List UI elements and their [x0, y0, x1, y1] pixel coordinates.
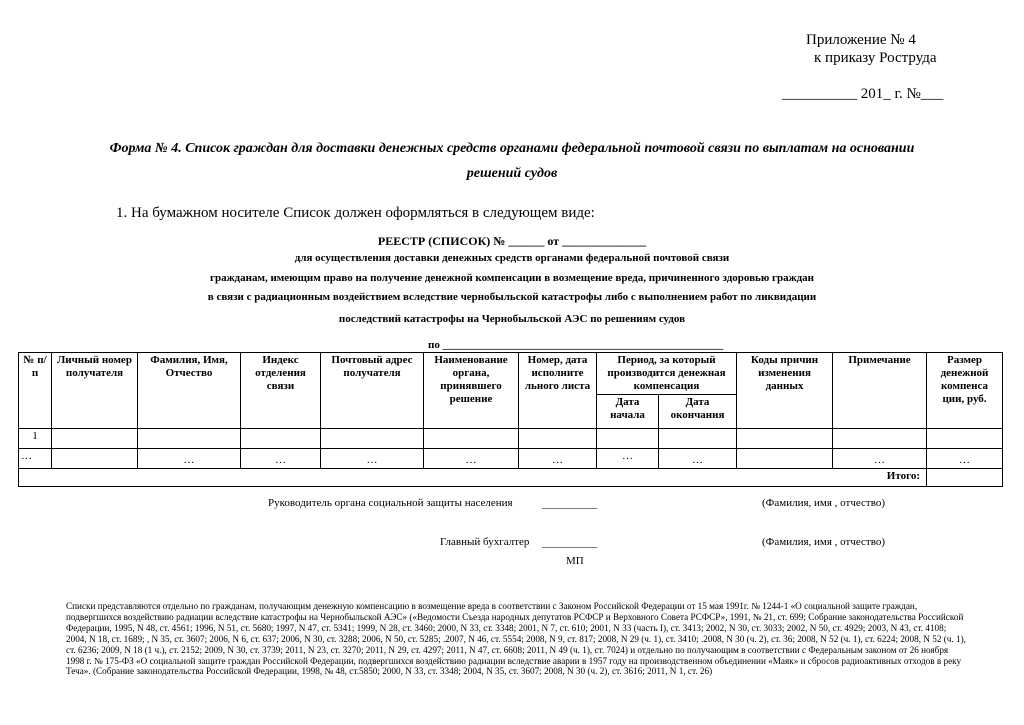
form-title-line2: решений судов — [466, 166, 558, 181]
head-signature-label: Руководитель органа социальной защиты населения — [268, 497, 513, 509]
table-total-row — [19, 469, 1003, 487]
table-cell — [138, 429, 241, 449]
total-label: Итого: — [19, 469, 927, 487]
table-cell — [833, 429, 927, 449]
accountant-name-hint: (Фамилия, имя , отчество) — [762, 536, 885, 548]
form-title-line1: Форма № 4. Список граждан для доставки денежных средств органами федеральной почтовой связи по выплатам на основании — [109, 141, 915, 156]
col-header-post-index: Индекс отделения связи — [241, 353, 321, 429]
appendix-label: Приложение № 4 — [806, 32, 916, 48]
col-header-full-name: Фамилия, Имя, Отчество — [138, 353, 241, 429]
table-row — [19, 449, 1003, 469]
register-po-line: по ___________________________________________________ — [428, 339, 724, 351]
register-title: РЕЕСТР (СПИСОК) № ______ от ______________ — [377, 234, 647, 248]
head-name-hint: (Фамилия, имя , отчество) — [762, 497, 885, 509]
row-ellipsis: … — [321, 449, 424, 469]
row-ellipsis: … — [927, 449, 1003, 469]
table-cell — [659, 429, 737, 449]
row-ellipsis: … — [833, 449, 927, 469]
col-header-num: № п/п — [19, 353, 52, 429]
col-header-amount: Размер денежной компенса ции, руб. — [927, 353, 1003, 429]
order-reference: к приказу Роструда — [814, 50, 937, 66]
col-header-court-name: Наименование органа, принявшего решение — [424, 353, 519, 429]
register-purpose-line4: последствий катастрофы на Чернобыльской АЭС по решениям судов — [338, 313, 686, 325]
row-ellipsis: … — [138, 449, 241, 469]
row-number: 1 — [19, 429, 52, 449]
stamp-place: МП — [566, 555, 584, 567]
total-value — [927, 469, 1003, 487]
register-purpose-line1: для осуществления доставки денежных средств органами федеральной почтовой связи — [294, 252, 730, 264]
row-ellipsis: … — [19, 449, 52, 469]
intro-text: 1. На бумажном носителе Список должен оформляться в следующем виде: — [116, 205, 595, 221]
col-header-period: Период, за который производится денежная компенсация — [597, 353, 737, 395]
head-signature-line: __________ — [542, 498, 597, 510]
col-header-personal-number: Личный номер получателя — [52, 353, 138, 429]
register-purpose-line2: гражданам, имеющим право на получение денежной компенсации в возмещение вреда, причиненного здоровью граждан — [209, 272, 815, 284]
footnote: Списки представляются отдельно по гражданам, получающим денежную компенсацию в возмещение вреда в соответствии с Законом Российской Федерации от 15 мая 1991г. № 1244-1 «О социальной защите граждан, подвергшихся воздействию радиации вследствие катастрофы на Чернобыльской АЭС» («Ведомости Съезда народных депутатов РСФСР и Верховного Совета РСФСР», 1991, № 21, ст. 699; Собрание законодательства Российской Федерации, 1995, N 48, ст. 4561; 1996, N 51, ст. 5680; 1997, N 47, ст. 5341; 1999, N 28, ст. 3460; 2000, N 33, ст. 3348; 2001, N 7, ст. 610; 2001, N 33 (часть I), ст. 3413; 2002, N 30, ст. 3033; 2002, N 50, ст. 4929; 2003, N 43, ст. 4108; 2004, N 18, ст. 1689; , N 35, ст. 3607; 2006, N 6, ст. 637; 2006, N 30, ст. 3288; 2006, N 50, ст. 5285; .2007, N 46, ст. 5554; 2008, N 9, ст. 817; 2008, N 29 (ч. 1), ст. 3410; .2008, N 30 (ч. 2), ст. 36; 2008, N 52 (ч. 1), ст. 6224; 2008, N 52 (ч. 1), ст. 6236; 2009, N 18 (1 ч.), ст. 2152; 2009, N 30, ст. 3739; 2011, N 23, ст. 3270; 2011, N 29, ст. 4297; 2011, N 47, ст. 6608; 2011, N 49 (ч. 1), ст. 7024) и отдельно по получающим в соответствии с Федеральным законом от 26 ноября 1998 г. № 175-ФЗ «О социальной защите граждан Российской Федерации, подвергшихся воздействию радиации вследствие аварии в 1957 году на производственном объединении «Маяк» и сбросов радиоактивных отходов в реку Теча». (Собрание законодательства Российской Федерации, 1998, № 48, ст.5850; 2000, N 33, ст. 3348; 2004, N 35, ст. 3607; 2008, N 30 (ч. 2), ст. 3616; 2011, N 1, ст. 26) — [66, 601, 966, 677]
col-header-writ-number: Номер, дата исполните льного листа — [519, 353, 597, 429]
row-ellipsis: … — [519, 449, 597, 469]
row-ellipsis: … — [424, 449, 519, 469]
register-purpose-line3: в связи с радиационным воздействием вследствие чернобыльской катастрофы либо с выполнением работ по ликвидации — [207, 291, 817, 303]
table-cell — [737, 449, 833, 469]
table-cell — [927, 429, 1003, 449]
table-row — [19, 429, 1003, 449]
col-header-change-codes: Коды причин изменения данных — [737, 353, 833, 429]
row-ellipsis: … — [597, 449, 659, 469]
accountant-signature-label: Главный бухгалтер — [440, 536, 530, 548]
order-date-number-line: __________ 201_ г. №___ — [782, 86, 944, 102]
row-ellipsis: … — [241, 449, 321, 469]
col-header-note: Примечание — [833, 353, 927, 429]
table-cell — [424, 429, 519, 449]
table-cell — [737, 429, 833, 449]
col-header-period-start: Дата начала — [597, 395, 659, 429]
row-ellipsis: … — [659, 449, 737, 469]
table-cell — [52, 449, 138, 469]
table-cell — [597, 429, 659, 449]
col-header-postal-address: Почтовый адрес получателя — [321, 353, 424, 429]
col-header-period-end: Дата окончания — [659, 395, 737, 429]
register-table — [18, 352, 1003, 487]
table-cell — [519, 429, 597, 449]
table-cell — [241, 429, 321, 449]
table-cell — [321, 429, 424, 449]
table-cell — [52, 429, 138, 449]
accountant-signature-line: __________ — [542, 537, 597, 549]
